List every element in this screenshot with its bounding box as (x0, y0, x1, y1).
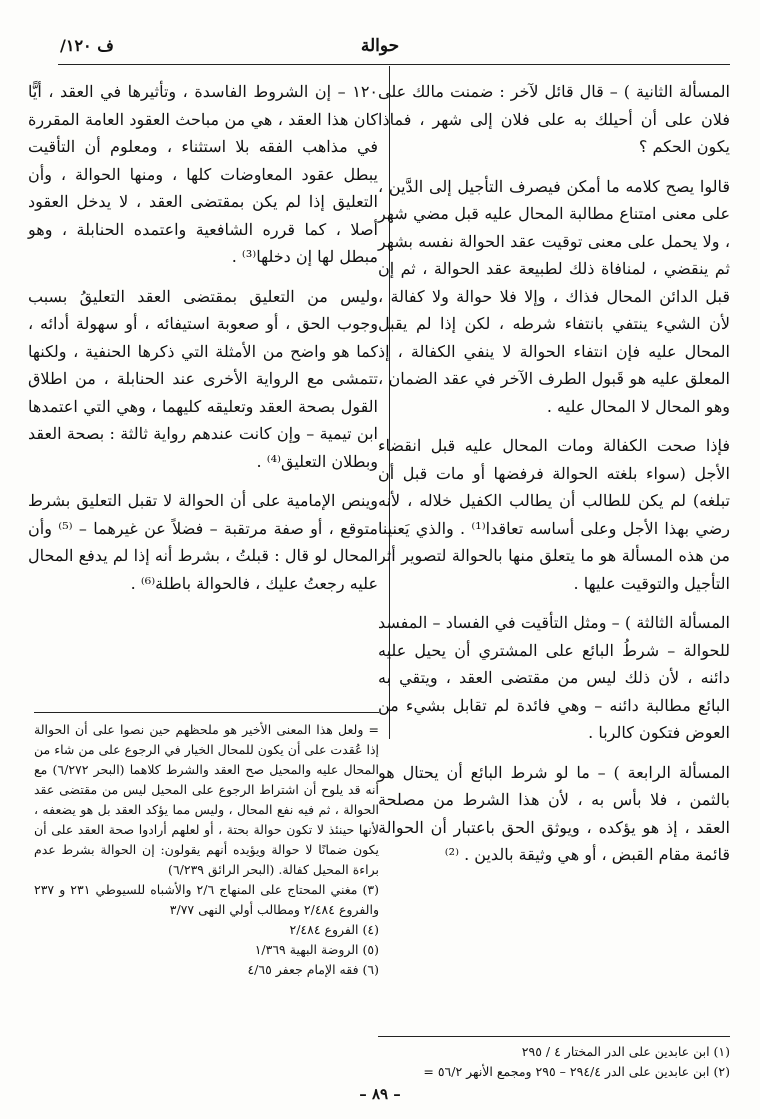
paragraph: وينص الإمامية على أن الحوالة لا تقبل التعليق بشرط متوقع ، أو صفة مرتقبة – فضلاً عن غيرهما – ⁽⁵⁾ وأن المحال لو قال : قبلتُ ، بشرط أنه إذا لم يدفع المحال عليه رجعتُ عليك ، فالحوالة باطلة⁽⁶⁾ . (28, 491, 378, 593)
footnote: (٦) فقه الإمام جعفر ٤/٦٥ (247, 962, 379, 977)
footnotes-left (34, 720, 379, 980)
footnote: (٢) ابن عابدين على الدر ٢٩٤/٤ – ٢٩٥ ومجمع الأنهر ٥٦/٢ = (423, 1064, 730, 1079)
footnote: (١) ابن عابدين على الدر المختار ٤ / ٢٩٥ (521, 1044, 730, 1059)
footnote: (٤) الفروع ٢/٤٨٤ (289, 922, 379, 937)
footnote-rule-right (378, 1036, 730, 1037)
footnote: (٥) الروضة البهية ١/٣٦٩ (254, 942, 379, 957)
paragraph: قالوا يصح كلامه ما أمكن فيصرف التأجيل إلى الدَّين ، على معنى امتناع مطالبة المحال عليه قبل مضي شهر ، ولا يحمل على معنى توقيت عقد الحوالة نفسه بشهر ثم ينقضي ، لمنافاة ذلك لطبيعة عقد الحوالة ، ثم إن قبل الدائن المحال فذاك ، وإلا فلا حوالة ولا كفالة ، لأن الشيء ينتفي بانتفاء شرطه ، لكن إذا لم يقبل المحال عليه فإن انتفاء الحوالة لا ينفي الكفالة ، إذ المعلق عليه هو قَبول الطرف الآخر في عقد الضمان ، وهو المحال لا المحال عليه . (378, 176, 730, 416)
paragraph: المسألة الثالثة ) – ومثل التأقيت في الفساد – المفسد للحوالة – شرطُ البائع على المشتري أن يحيل عليه دائنه ، لأن ذلك ليس من مقتضى العقد ، ويتقي به البائع مطالبة دائنه – وهي فائدة لم تقابل بشيء من العوض فتكون كالربا . (378, 613, 730, 742)
paragraph: المسألة الرابعة ) – ما لو شرط البائع أن يحتال هو بالثمن ، فلا بأس به ، لأن هذا الشرط من مصلحة العقد ، إذ هو يؤكده ، ويوثق الحق باعتبار أن الحوالة قائمة مقام القبض ، أو هي وثيقة بالدين . ⁽²⁾ (378, 762, 730, 864)
section-code: ف ١٢٠/ (60, 36, 114, 55)
header-rule (58, 64, 730, 65)
left-column (28, 78, 378, 609)
paragraph: المسألة الثانية ) – قال قائل لآخر : ضمنت مالك على فلان على أن أحيلك به على فلان إلى شهر ، فماذا يكون الحكم ؟ (378, 82, 730, 156)
running-title: حوالة (360, 36, 400, 56)
footnote-rule-left (34, 712, 379, 713)
footnote: (٣) مغني المحتاج على المنهاج ٢/٦ والأشباه للسيوطي ٢٣١ و ٢٣٧ والفروع ٢/٤٨٤ ومطالب أولي النهى ٣/٧٧ (34, 882, 380, 917)
paragraph: ١٢٠ – إن الشروط الفاسدة ، وتأثيرها في العقد ، أيًّا كان هذا العقد ، هي من مباحث العقود العامة المقررة في مذاهب الفقه بلا استثناء ، ومعلوم أن التأقيت يبطل عقود المعاوضات كلها ، ومنها الحوالة ، وأن التعليق إذا لم يكن بمقتضى العقد ، لا يدخل العقود أصلا ، كما قرره الشافعية واعتمده الحنابلة ، وهو مبطل لها إن دخلها⁽³⁾ . (28, 82, 378, 266)
footnote: = ولعل هذا المعنى الأخير هو ملحظهم حين نصوا على أن الحوالة إذا عُقدت على أن يكون للمحال الخيار في الرجوع على من شاء من المحال عليه والمحيل صح العقد والشرط كلاهما (البحر ٦/٢٧٢) مع أنه قد يلوح أن اشتراط الرجوع على المحيل ليس من مقتضى عقد الحوالة ، ثم فيه نفع المحال ، وليس مما يؤكد العقد بل هو يضعفه ، لأنها حينئذ لا تكون حوالة بحتة ، أو لعلهم أرادوا صحة العقد على أن يكون ضمانًا لا حوالة ويؤيده أنهم يقولون: إن الحوالة بشرط عدم براءة المحيل كفالة. (البحر الرائق ٦/٢٣٩) (34, 722, 379, 877)
footnotes-right (378, 1042, 730, 1082)
page-header (60, 36, 700, 60)
paragraph: فإذا صحت الكفالة ومات المحال عليه قبل انقضاء الأجل (سواء بلغته الحوالة فرفضها أو مات قبل أن تبلغه) لم يكن للطالب أن يطالب الكفيل خلاله ، لأنه رضي بهذا الأجل وعلى أساسه تعاقدا⁽¹⁾ . والذي يَعنينا من هذه المسألة هو ما يتعلق منها بالحوالة لتصوير أثر التأجيل والتوقيت عليها . (378, 436, 730, 593)
paragraph: وليس من التعليق بمقتضى العقد التعليقُ بسبب وجوب الحق ، أو صعوبة استيفائه ، أو سهولة أدائه ، كما هو واضح من الأمثلة التي ذكرها الحنفية ، ولكنها تتمشى مع الرواية الأخرى عند الحنابلة ، من اطلاق القول بصحة العقد وتعليقه كليهما ، وهي التي اعتمدها ابن تيمية – وإن كانت عندهم رواية ثالثة : بصحة العقد وبطلان التعليق⁽⁴⁾ . (28, 286, 378, 471)
page-number: – ٨٩ – (359, 1085, 401, 1103)
right-column (378, 78, 730, 881)
